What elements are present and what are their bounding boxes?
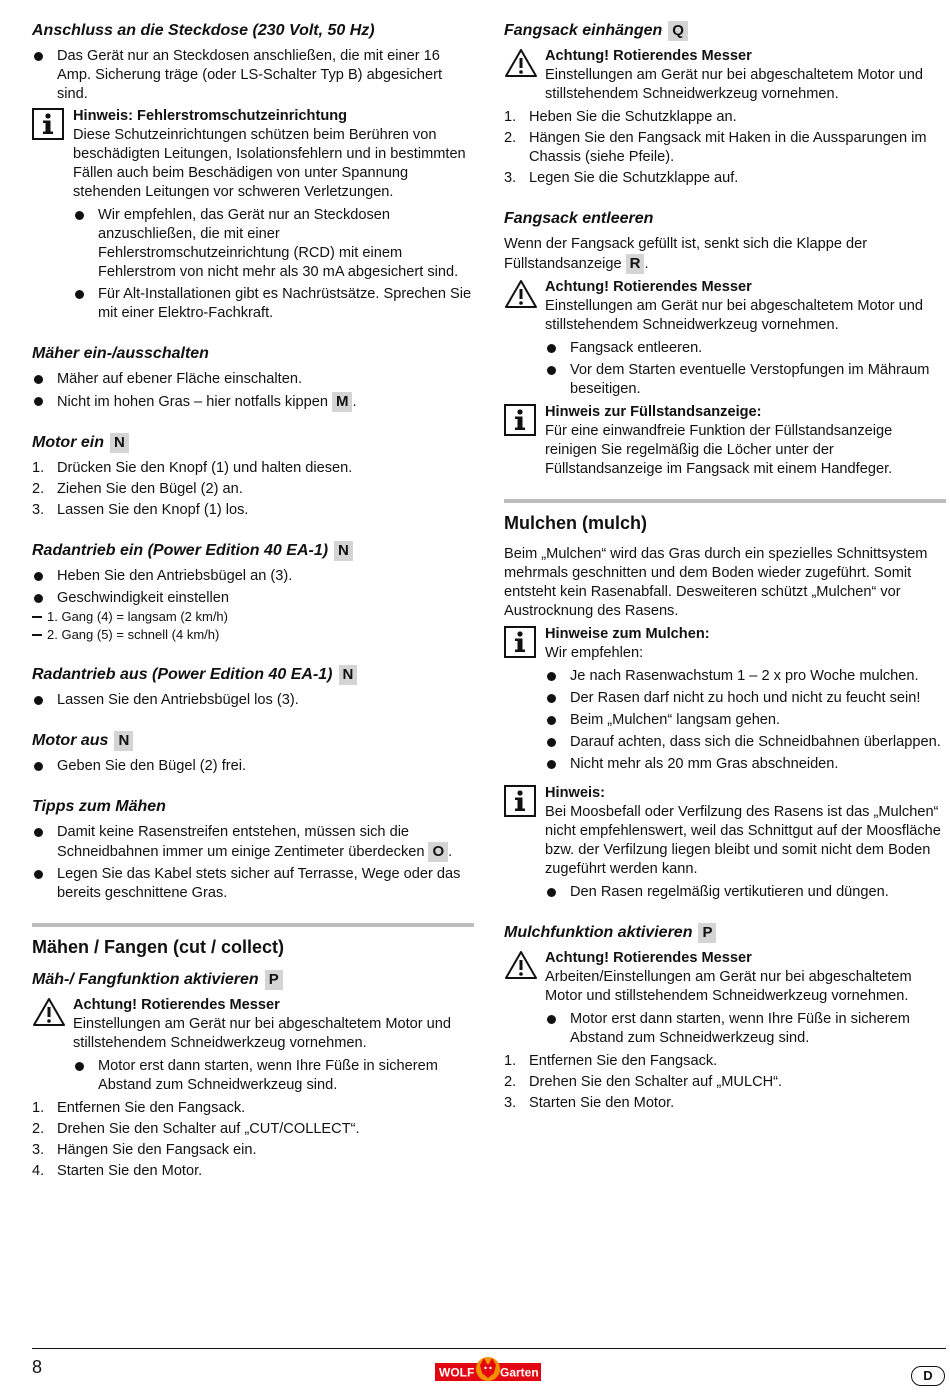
note-title: Hinweis:	[545, 785, 606, 801]
wolf-garten-logo	[435, 1355, 541, 1385]
info-note	[504, 403, 946, 479]
figure-ref: M	[332, 392, 353, 412]
list-item: Nicht im hohen Gras – hier notfalls kippen M .	[32, 392, 474, 412]
section-fangsack-einhaengen	[504, 20, 946, 188]
list-item: Der Rasen darf nicht zu hoch und nicht zu feucht sein!	[545, 689, 946, 708]
info-note	[504, 784, 946, 902]
warning-note	[504, 949, 946, 1048]
section-title: Radantrieb ein (Power Edition 40 EA-1) N	[32, 540, 474, 562]
info-note	[32, 107, 474, 323]
warning-note	[504, 47, 946, 104]
info-icon	[504, 785, 536, 817]
section-radantrieb-aus	[32, 664, 474, 710]
section-title: Fangsack entleeren	[504, 210, 654, 227]
warning-icon	[504, 950, 538, 980]
section-title: Radantrieb aus (Power Edition 40 EA-1) N	[32, 664, 474, 686]
note-text: Bei Moosbefall oder Verfilzung des Rasens ist das „Mulchen“ nicht empfehlenswert, weil das Schnittgut auf der Moosfläche bzw. der Verfilzung liegen bleibt und somit nicht dem Boden zugeführt werden kann.	[545, 804, 941, 877]
list-item: Geschwindigkeit einstellen 1. Gang (4) = langsam (2 km/h) 2. Gang (5) = schnell (4 km/h)	[32, 589, 474, 644]
note-text: Einstellungen am Gerät nur bei abgeschaltetem Motor und stillstehendem Schneidwerkzeug vornehmen.	[73, 1016, 452, 1051]
section-fangsack-entleeren	[504, 208, 946, 479]
note-text: Arbeiten/Einstellungen am Gerät nur bei abgeschaltetem Motor und stillstehendem Schneidwerkzeug vornehmen.	[545, 969, 912, 1004]
figure-ref: N	[339, 665, 358, 685]
section-title: Motor aus N	[32, 730, 474, 752]
right-column	[504, 20, 946, 1133]
list-item: Damit keine Rasenstreifen entstehen, müssen sich die Schneidbahnen immer um einige Zentimeter überdecken O .	[32, 823, 474, 862]
paragraph: Beim „Mulchen“ wird das Gras durch ein spezielles Schnittsystem mehrmals geschnitten und dem Boden wieder zugeführt. Somit entsteht kein Rasenabfall. Desweiteren schützt „Mulchen“ vor Austrocknung des Rasens.	[504, 546, 928, 619]
section-mulchen	[504, 545, 946, 902]
section-title: Mäher ein-/ausschalten	[32, 345, 209, 362]
section-title: Tipps zum Mähen	[32, 798, 166, 815]
section-divider	[504, 499, 946, 503]
section-maeher-schalten	[32, 343, 474, 412]
list-item: Fangsack entleeren.	[545, 339, 946, 358]
list-item: Wir empfehlen, das Gerät nur an Steckdosen anzuschließen, die mit einer Fehlerstromschutzeinrichtung (RCD) mit einem Fehlerstrom von nicht mehr als 30 mA abgesichert sind.	[73, 206, 474, 282]
info-note	[504, 625, 946, 774]
info-icon	[504, 404, 536, 436]
list-item: Für Alt-Installationen gibt es Nachrüstsätze. Sprechen Sie mit einer Elektro-Fachkraft.	[73, 285, 474, 323]
figure-ref: N	[110, 433, 129, 453]
figure-ref: P	[265, 970, 283, 990]
section-title: Mulchfunktion aktivieren P	[504, 922, 946, 944]
step-item: 2. Drehen Sie den Schalter auf „MULCH“.	[504, 1074, 783, 1090]
warning-icon	[504, 279, 538, 309]
warning-note	[504, 278, 946, 399]
step-item: 3. Hängen Sie den Fangsack ein.	[32, 1142, 257, 1158]
step-item: 3. Legen Sie die Schutzklappe auf.	[504, 170, 739, 186]
note-text: Diese Schutzeinrichtungen schützen beim Berühren von beschädigten Leitungen, Isolationsfehlern und in bestimmten Fällen auch beim Beschädigen von unter Spannung stehenden Leitungen vor schweren Verletzungen.	[73, 127, 466, 200]
note-title: Achtung! Rotierendes Messer	[73, 997, 280, 1013]
figure-ref: O	[428, 842, 448, 862]
note-title: Hinweis: Fehlerstromschutzeinrichtung	[73, 108, 348, 124]
list-item: Heben Sie den Antriebsbügel an (3).	[32, 567, 474, 586]
step-item: 4. Starten Sie den Motor.	[32, 1163, 203, 1179]
list-item: Motor erst dann starten, wenn Ihre Füße in sicherem Abstand zum Schneidwerkzeug sind.	[545, 1010, 946, 1048]
section-motor-ein	[32, 432, 474, 520]
figure-ref: Q	[668, 21, 688, 41]
info-icon	[504, 626, 536, 658]
warning-icon	[504, 48, 538, 78]
section-title: Mäh-/ Fangfunktion aktivieren P	[32, 969, 474, 991]
list-item: Mäher auf ebener Fläche einschalten.	[32, 370, 474, 389]
page-number: 8	[32, 1357, 43, 1377]
svg-text:WOLF: WOLF	[439, 1365, 475, 1380]
section-motor-aus	[32, 730, 474, 776]
paragraph: Wenn der Fangsack gefüllt ist, senkt sich die Klappe der Füllstandsanzeige R .	[504, 236, 868, 272]
list-item: Lassen Sie den Antriebsbügel los (3).	[32, 691, 474, 710]
figure-ref: P	[698, 923, 716, 943]
note-text: Wir empfehlen:	[545, 645, 644, 661]
list-item: Vor dem Starten eventuelle Verstopfungen im Mähraum beseitigen.	[545, 361, 946, 399]
section-title: Fangsack einhängen Q	[504, 20, 946, 42]
note-title: Hinweise zum Mulchen:	[545, 626, 710, 642]
note-title: Achtung! Rotierendes Messer	[545, 950, 752, 966]
language-badge: D	[911, 1366, 945, 1386]
step-item: 3. Starten Sie den Motor.	[504, 1095, 675, 1111]
figure-ref: R	[626, 254, 645, 274]
section-title: Anschluss an die Steckdose (230 Volt, 50 Hz)	[32, 22, 375, 39]
note-text: Einstellungen am Gerät nur bei abgeschaltetem Motor und stillstehendem Schneidwerkzeug vornehmen.	[545, 298, 924, 333]
section-divider	[32, 923, 474, 927]
footer-rule	[32, 1348, 946, 1349]
list-item: Nicht mehr als 20 mm Gras abschneiden.	[545, 755, 946, 774]
list-item: Darauf achten, dass sich die Schneidbahnen überlappen.	[545, 733, 946, 752]
chapter-heading: Mähen / Fangen (cut / collect)	[32, 937, 285, 957]
list-item: Beim „Mulchen“ langsam gehen.	[545, 711, 946, 730]
section-tipps	[32, 796, 474, 903]
section-mulchfunktion	[504, 922, 946, 1113]
step-item: 2. Drehen Sie den Schalter auf „CUT/COLLECT“.	[32, 1121, 360, 1137]
section-fangfunktion	[32, 969, 474, 1181]
section-steckdose	[32, 20, 474, 323]
list-item: Je nach Rasenwachstum 1 – 2 x pro Woche mulchen.	[545, 667, 946, 686]
step-item: 1. Entfernen Sie den Fangsack.	[504, 1053, 718, 1069]
left-column	[32, 20, 474, 1201]
note-text: Einstellungen am Gerät nur bei abgeschaltetem Motor und stillstehendem Schneidwerkzeug vornehmen.	[545, 67, 924, 102]
step-item: 1. Entfernen Sie den Fangsack.	[32, 1100, 246, 1116]
list-item: Motor erst dann starten, wenn Ihre Füße in sicherem Abstand zum Schneidwerkzeug sind.	[73, 1057, 474, 1095]
note-title: Achtung! Rotierendes Messer	[545, 48, 752, 64]
note-title: Hinweis zur Füllstandsanzeige:	[545, 404, 762, 420]
warning-icon	[32, 997, 66, 1027]
list-item: Geben Sie den Bügel (2) frei.	[32, 757, 474, 776]
figure-ref: N	[114, 731, 133, 751]
step-item: 2. Hängen Sie den Fangsack mit Haken in die Aussparungen im Chassis (siehe Pfeile).	[504, 130, 927, 165]
chapter-heading: Mulchen (mulch)	[504, 513, 647, 533]
list-item: Das Gerät nur an Steckdosen anschließen, die mit einer 16 Amp. Sicherung träge (oder LS-Schalter Typ B) abgesichert sind.	[32, 47, 474, 104]
figure-ref: N	[334, 541, 353, 561]
list-item: Den Rasen regelmäßig vertikutieren und düngen.	[545, 883, 946, 902]
warning-note	[32, 996, 474, 1095]
note-text: Für eine einwandfreie Funktion der Füllstandsanzeige reinigen Sie regelmäßig die Löcher unter der Füllstandsanzeige im Fangsack mit einem Handfeger.	[545, 423, 893, 477]
svg-text:Garten: Garten	[500, 1365, 539, 1380]
step-item: 1. Drücken Sie den Knopf (1) und halten diesen.	[32, 460, 353, 476]
section-radantrieb-ein	[32, 540, 474, 644]
info-icon	[32, 108, 64, 140]
dash-item: 2. Gang (5) = schnell (4 km/h)	[32, 626, 474, 644]
list-item: Legen Sie das Kabel stets sicher auf Terrasse, Wege oder das bereits geschnittene Gras.	[32, 865, 474, 903]
step-item: 3. Lassen Sie den Knopf (1) los.	[32, 502, 249, 518]
note-title: Achtung! Rotierendes Messer	[545, 279, 752, 295]
step-item: 1. Heben Sie die Schutzklappe an.	[504, 109, 737, 125]
dash-item: 1. Gang (4) = langsam (2 km/h)	[32, 608, 474, 626]
section-title: Motor ein N	[32, 432, 474, 454]
step-item: 2. Ziehen Sie den Bügel (2) an.	[32, 481, 243, 497]
